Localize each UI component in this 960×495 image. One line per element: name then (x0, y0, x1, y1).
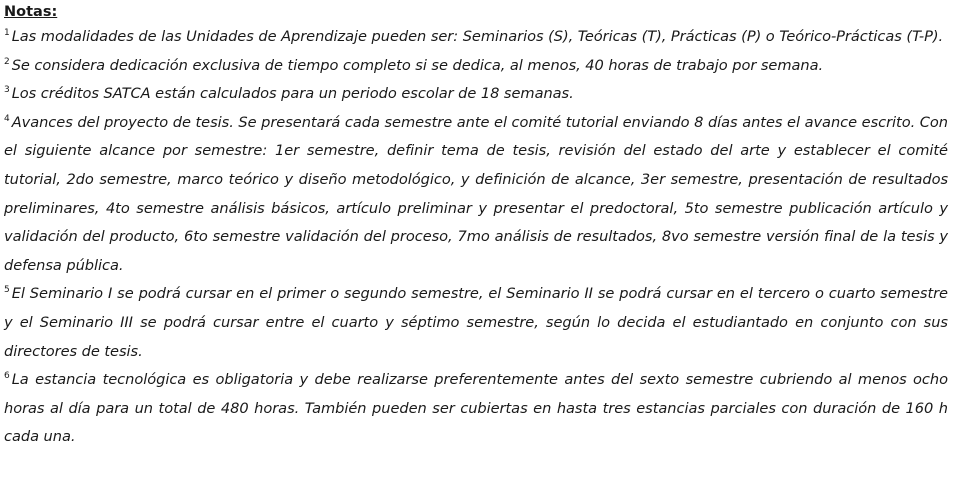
note-2 (4, 52, 948, 81)
note-marker: 3 (4, 85, 10, 96)
note-text: Se considera dedicación exclusiva de tiempo completo si se dedica, al menos, 40 horas de trabajo por semana. (11, 56, 824, 74)
note-marker: 5 (4, 285, 10, 296)
note-3 (4, 80, 948, 109)
note-marker: 1 (4, 28, 10, 39)
note-text: Avances del proyecto de tesis. Se presentará cada semestre ante el comité tutorial enviando 8 días antes el avance escrito. Con el siguiente alcance por semestre: 1er semestre, definir tema de tesis, revisión del estado del arte y establecer el comité tutorial, 2do semestre, marco teórico y diseño metodológico, y definición de alcance, 3er semestre, presentación de resultados preliminares, 4to semestre análisis básicos, artículo preliminar y presentar el predoctoral, 5to semestre publicación artículo y validación del producto, 6to semestre validación del proceso, 7mo análisis de resultados, 8vo semestre versión final de la tesis y defensa pública. (4, 113, 948, 274)
note-text: El Seminario I se podrá cursar en el primer o segundo semestre, el Seminario II se podrá cursar en el tercero o cuarto semestre y el Seminario III se podrá cursar entre el cuarto y séptimo semestre, según lo decida el estudiantado en conjunto con sus directores de tesis. (4, 285, 948, 360)
note-4 (4, 109, 948, 281)
note-marker: 2 (4, 56, 10, 67)
note-text: Los créditos SATCA están calculados para un periodo escolar de 18 semanas. (11, 85, 574, 103)
note-5 (4, 280, 948, 366)
note-1 (4, 23, 948, 52)
note-marker: 4 (4, 113, 10, 124)
note-text: Las modalidades de las Unidades de Aprendizaje pueden ser: Seminarios (S), Teóricas (T), Prácticas (P) o Teórico-Prácticas (T-P). (11, 28, 944, 45)
note-marker: 6 (4, 371, 10, 382)
notes-heading: Notas: (4, 4, 58, 20)
note-text: La estancia tecnológica es obligatoria y debe realizarse preferentemente antes del sexto semestre cubriendo al menos ocho horas al día para un total de 480 horas. También pueden ser cubiertas en hasta tres estancias parciales con duración de 160 h cada una. (4, 371, 948, 446)
note-6 (4, 366, 948, 452)
